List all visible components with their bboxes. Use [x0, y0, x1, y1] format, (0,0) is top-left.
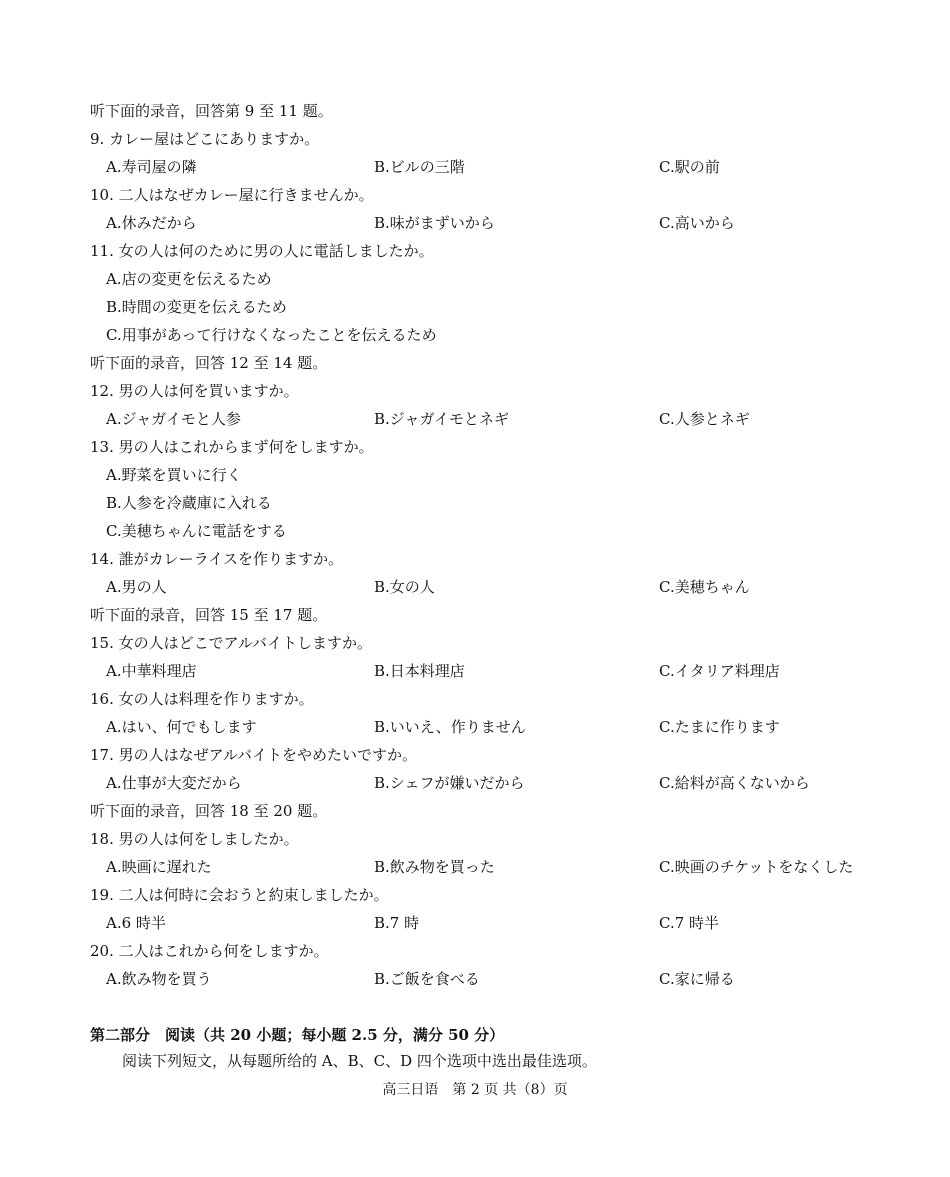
- question-14: 14. 誰がカレーライスを作りますか。: [90, 550, 344, 568]
- section-instruction: 听下面的录音，回答 12 至 14 题。: [90, 354, 328, 372]
- option-c: C.給料が高くないから: [659, 774, 810, 792]
- option-a: A.6 時半: [106, 914, 166, 932]
- option-a: A.映画に遅れた: [106, 858, 212, 876]
- option-c: C.7 時半: [659, 914, 720, 932]
- question-19: 19. 二人は何時に会おうと約束しましたか。: [90, 886, 389, 904]
- option-a: A.中華料理店: [106, 662, 197, 680]
- question-18: 18. 男の人は何をしましたか。: [90, 830, 299, 848]
- option-c: C.たまに作ります: [659, 718, 780, 736]
- question-13: 13. 男の人はこれからまず何をしますか。: [90, 438, 374, 456]
- option-b: B.いいえ、作りません: [374, 718, 526, 736]
- option-b: B.飲み物を買った: [374, 858, 495, 876]
- option-b: B.ジャガイモとネギ: [374, 410, 510, 428]
- option-c: C.用事があって行けなくなったことを伝えるため: [106, 326, 437, 344]
- option-c: C.映画のチケットをなくした: [659, 858, 854, 876]
- option-c: C.家に帰る: [659, 970, 735, 988]
- option-a: A.休みだから: [106, 214, 197, 232]
- question-12: 12. 男の人は何を買いますか。: [90, 382, 299, 400]
- option-c: C.人参とネギ: [659, 410, 750, 428]
- option-b: B.女の人: [374, 578, 435, 596]
- part-instruction: 阅读下列短文，从每题所给的 A、B、C、D 四个选项中选出最佳选项。: [122, 1052, 597, 1070]
- option-a: A.男の人: [106, 578, 167, 596]
- option-a: A.ジャガイモと人参: [106, 410, 241, 428]
- option-b: B.日本料理店: [374, 662, 465, 680]
- option-b: B.シェフが嫌いだから: [374, 774, 525, 792]
- option-c: C.高いから: [659, 214, 735, 232]
- section-instruction: 听下面的录音，回答第 9 至 11 题。: [90, 102, 333, 120]
- question-16: 16. 女の人は料理を作りますか。: [90, 690, 314, 708]
- question-20: 20. 二人はこれから何をしますか。: [90, 942, 329, 960]
- question-11: 11. 女の人は何のために男の人に電話しましたか。: [90, 242, 434, 260]
- option-b: B.ビルの三階: [374, 158, 465, 176]
- option-b: B.ご飯を食べる: [374, 970, 480, 988]
- option-b: B.人参を冷蔵庫に入れる: [106, 494, 272, 512]
- option-a: A.仕事が大変だから: [106, 774, 242, 792]
- section-instruction: 听下面的录音，回答 18 至 20 题。: [90, 802, 328, 820]
- option-b: B.味がまずいから: [374, 214, 495, 232]
- option-a: A.はい、何でもします: [106, 718, 257, 736]
- option-c: C.美穂ちゃんに電話をする: [106, 522, 287, 540]
- part-heading: 第二部分 阅读（共 20 小题；每小题 2.5 分，满分 50 分）: [90, 1026, 505, 1044]
- option-c: C.イタリア料理店: [659, 662, 780, 680]
- option-a: A.寿司屋の隣: [106, 158, 197, 176]
- option-b: B.7 時: [374, 914, 420, 932]
- question-15: 15. 女の人はどこでアルバイトしますか。: [90, 634, 372, 652]
- question-9: 9. カレー屋はどこにありますか。: [90, 130, 320, 148]
- option-b: B.時間の変更を伝えるため: [106, 298, 287, 316]
- page-footer: 高三日语 第 2 页 共（8）页: [382, 1082, 568, 1098]
- option-a: A.店の変更を伝えるため: [106, 270, 272, 288]
- option-c: C.駅の前: [659, 158, 720, 176]
- option-a: A.野菜を買いに行く: [106, 466, 242, 484]
- section-instruction: 听下面的录音，回答 15 至 17 题。: [90, 606, 328, 624]
- option-a: A.飲み物を買う: [106, 970, 212, 988]
- question-17: 17. 男の人はなぜアルバイトをやめたいですか。: [90, 746, 417, 764]
- question-10: 10. 二人はなぜカレー屋に行きませんか。: [90, 186, 374, 204]
- option-c: C.美穂ちゃん: [659, 578, 750, 596]
